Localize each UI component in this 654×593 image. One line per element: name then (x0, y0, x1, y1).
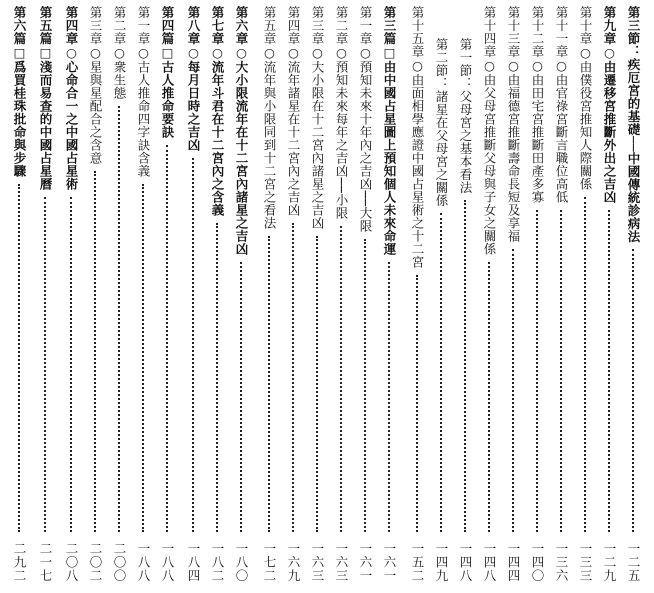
toc-entry[interactable] (354, 6, 376, 584)
dot-leader (44, 197, 46, 532)
toc-entry[interactable] (378, 6, 400, 584)
toc-entry-title: 第四篇□古人推命要訣 (160, 6, 175, 139)
toc-entry[interactable] (598, 6, 620, 584)
toc-entry-title: 第五篇□淺而易查的中國占星曆 (38, 6, 53, 191)
toc-entry-page: 一六一 (358, 541, 373, 582)
toc-entry-page: 一八四 (186, 541, 201, 582)
toc-entry-page: 一六九 (286, 541, 301, 582)
toc-entry-page: 一六一 (382, 541, 397, 582)
toc-entry[interactable] (282, 6, 304, 584)
dot-leader (142, 184, 144, 532)
dot-leader (536, 210, 538, 532)
dot-leader (440, 213, 442, 532)
toc-entry-title: 第六篇□爲買桂珠批命與步驟 (12, 6, 27, 178)
toc-entry[interactable] (330, 6, 352, 584)
toc-entry-title: 第二章○預知未來每年之吉凶──小限 (334, 6, 349, 220)
toc-entry-title: 第三節：疾厄宮的基礎──中國傳統診病法 (626, 6, 641, 244)
dot-leader (608, 210, 610, 532)
toc-entry-page: 一四八 (482, 541, 497, 582)
dot-leader (512, 249, 514, 532)
toc-entry-title: 第六章○大小限流年在十二宮內諸星之吉凶 (234, 6, 249, 256)
dot-leader (560, 210, 562, 532)
dot-leader (464, 200, 466, 532)
toc-entry-title: 第一章○預知未來十年內之吉凶──大限 (358, 6, 373, 233)
dot-leader (268, 236, 270, 532)
toc-entry-title: 第三章○大小限在十二宮內諸星之吉凶 (310, 6, 325, 230)
toc-entry-page: 一四九 (434, 541, 449, 582)
toc-entry-title: 第十一章○由官祿宮斷言職位高低 (554, 6, 569, 204)
toc-entry-page: 一八二 (210, 541, 225, 582)
dot-leader (94, 171, 96, 532)
toc-entry-page: 一七二 (262, 541, 277, 582)
toc-entry-page: 一四〇 (530, 541, 545, 582)
toc-entry[interactable] (156, 6, 178, 584)
dot-leader (388, 262, 390, 532)
toc-entry[interactable] (84, 6, 106, 584)
toc-entry[interactable] (574, 6, 596, 584)
toc-entry-page: 一三六 (554, 541, 569, 582)
toc-entry-page: 一五二 (410, 541, 425, 582)
dot-leader (416, 275, 418, 532)
toc-entry-title: 第七章○流年斗君在十二宮內之含義 (210, 6, 225, 217)
toc-entry[interactable] (132, 6, 154, 584)
toc-entry-title: 第十二章○由田宅宮推斷田產多寡 (530, 6, 545, 204)
dot-leader (316, 236, 318, 532)
toc-entry-page: 一二九 (602, 541, 617, 582)
dot-leader (192, 158, 194, 532)
dot-leader (166, 145, 168, 532)
toc-entry-title: 第五章○流年與小限同到十二宮之看法 (262, 6, 277, 230)
toc-entry[interactable] (478, 6, 500, 584)
toc-entry-title: 第一章○古人推命四字訣含義 (136, 6, 151, 178)
toc-entry-title: 第二章○衆生態 (112, 6, 127, 100)
toc-entry-title: 第四章○流年諸星在十二宮內之吉凶 (286, 6, 301, 217)
toc-entry[interactable] (622, 6, 644, 584)
dot-leader (292, 223, 294, 532)
dot-leader (364, 239, 366, 532)
toc-entry[interactable] (454, 38, 476, 584)
toc-entry[interactable] (182, 6, 204, 584)
dot-leader (340, 226, 342, 532)
toc-entry-page: 二〇〇 (112, 541, 127, 582)
toc-entry[interactable] (306, 6, 328, 584)
dot-leader (240, 262, 242, 532)
toc-entry-page: 二一七 (38, 541, 53, 582)
toc-entry[interactable] (34, 6, 56, 584)
toc-entry-title: 第十四章○由父母宮推斷父母與子女之關係 (482, 6, 497, 256)
toc-entry[interactable] (258, 6, 280, 584)
toc-entry-title: 第十五章○由面相學應證中國占星術之十二宮 (410, 6, 425, 269)
dot-leader (488, 262, 490, 532)
toc-entry[interactable] (406, 6, 428, 584)
toc-entry[interactable] (108, 6, 130, 584)
toc-entry-page: 一六三 (310, 541, 325, 582)
toc-entry[interactable] (502, 6, 524, 584)
toc-entry-title: 第十章○由僕役宮推知人際關係 (578, 6, 593, 191)
toc-entry-page: 二〇二 (88, 541, 103, 582)
toc-entry[interactable] (230, 6, 252, 584)
toc-entry-title: 第十三章○由福德宮推斷壽命長短及享福 (506, 6, 521, 243)
toc-entry[interactable] (526, 6, 548, 584)
toc-entry-title: 第八章○每月日時之吉凶 (186, 6, 201, 152)
toc-entry-title: 第二節：諸星在父母宮之關係 (434, 38, 449, 207)
toc-entry[interactable] (8, 6, 30, 584)
toc-entry-title: 第四章○心命合一之中國占星術 (64, 6, 79, 191)
toc-entry-page: 一八八 (136, 541, 151, 582)
toc-entry-page: 一六三 (334, 541, 349, 582)
toc-entry-title: 第三章○星與星配合之含意 (88, 6, 103, 165)
toc-entry-title: 第九章○由遷移宮推斷外出之吉凶 (602, 6, 617, 204)
toc-entry[interactable] (206, 6, 228, 584)
toc-entry-page: 一二五 (626, 541, 641, 582)
dot-leader (632, 249, 634, 531)
toc-entry[interactable] (60, 6, 82, 584)
toc-entry-page: 二九二 (12, 541, 27, 582)
toc-entry-page: 一三三 (578, 541, 593, 582)
toc-entry-page: 一四八 (458, 541, 473, 582)
toc-entry-page: 一四四 (506, 541, 521, 582)
toc-entry[interactable] (430, 38, 452, 584)
toc-entry-page: 一八八 (160, 541, 175, 582)
toc-entry-page: 一八〇 (234, 541, 249, 582)
toc-entry-page: 二〇八 (64, 541, 79, 582)
dot-leader (118, 106, 120, 532)
dot-leader (216, 223, 218, 532)
toc-entry-title: 第三篇□由中國占星圖上預知個人未來命運 (382, 6, 397, 256)
toc-entry-title: 第一節：父母宮之基本看法 (458, 38, 473, 194)
dot-leader (584, 197, 586, 532)
dot-leader (70, 197, 72, 532)
dot-leader (18, 184, 20, 532)
toc-entry[interactable] (550, 6, 572, 584)
